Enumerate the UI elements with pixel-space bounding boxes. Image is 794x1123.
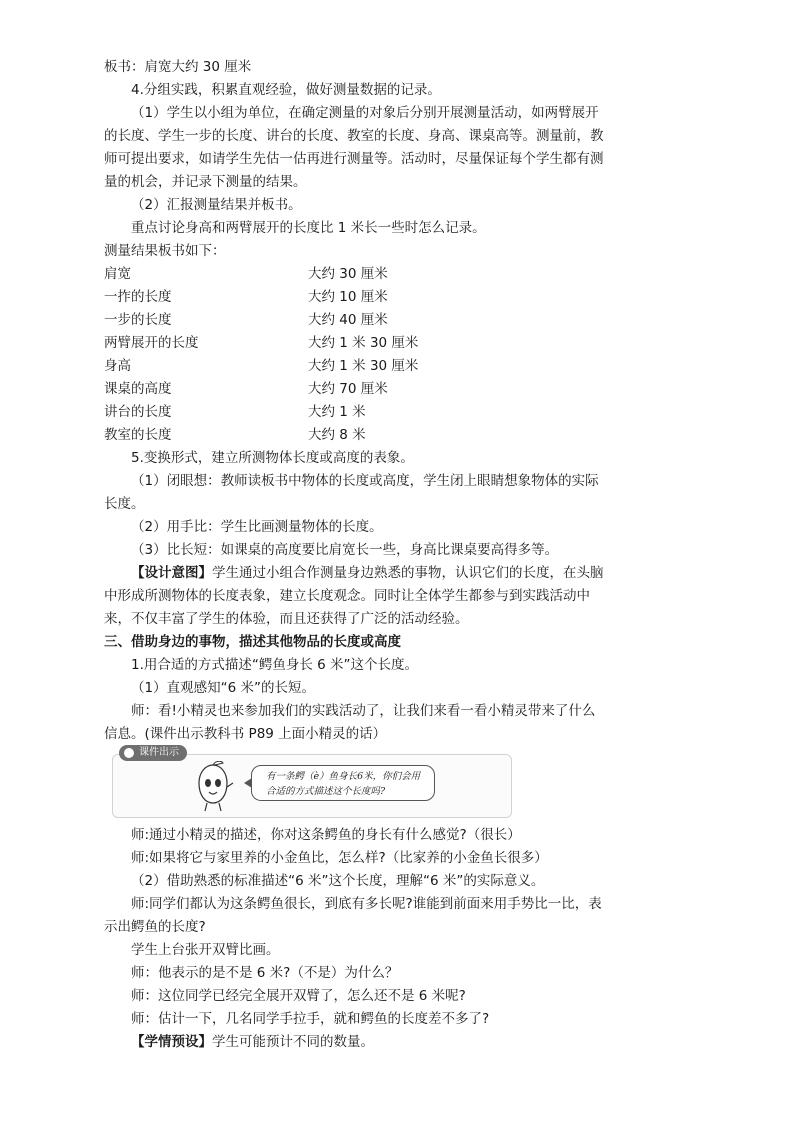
table-row	[104, 263, 418, 286]
step-5-part-2: （2）用手比：学生比画测量物体的长度。	[131, 519, 383, 535]
teacher-line-5: 师：他表示的是不是 6 米?（不是）为什么？	[131, 965, 399, 981]
result-item: 一步的长度	[104, 312, 172, 328]
result-value: 大约 1 米	[308, 404, 366, 420]
tab-dot-icon	[124, 748, 134, 758]
step-5-part-1: （1）闭眼想：教师读板书中物体的长度或高度，学生闭上眼睛想象物体的实际长度。	[104, 473, 599, 512]
activity-1-part-2: （2）借助熟悉的标准描述“6 米”这个长度，理解“6 米”的实际意义。	[131, 873, 545, 889]
step-4-part-1: （1）学生以小组为单位，在确定测量的对象后分别开展测量活动，如两臂展开的长度、学生一步的长度、讲台的长度、教室的长度、身高、课桌高等。测量前，教师可提出要求，如请学生先估一估再进行测量等。活动时，尽量保证每个学生都有测量的机会，并记录下测量的结果。	[104, 105, 604, 190]
design-intent-label: 【设计意图】	[131, 565, 212, 581]
result-item: 课桌的高度	[104, 381, 172, 397]
design-intent	[104, 562, 606, 631]
table-row	[104, 378, 418, 401]
table-row	[104, 355, 418, 378]
result-item: 讲台的长度	[104, 404, 172, 420]
step-4-heading: 4.分组实践，积累直观经验，做好测量数据的记录。	[131, 82, 441, 98]
teacher-line-3: 师:如果将它与家里养的小金鱼比，怎么样?（比家养的小金鱼长很多）	[131, 850, 548, 866]
result-item: 身高	[104, 358, 131, 374]
results-table	[104, 263, 418, 447]
result-value: 大约 1 米 30 厘米	[308, 358, 419, 374]
table-row	[104, 309, 418, 332]
design-intent-text: 学生通过小组合作测量身边熟悉的事物，认识它们的长度，在头脑中形成所测物体的长度表象，建立长度观念。同时让全体学生都参与到实践活动中来，不仅丰富了学生的体验，而且还获得了广泛的活动经验。	[104, 565, 604, 627]
table-row	[104, 424, 418, 447]
result-item: 教室的长度	[104, 427, 172, 443]
result-item: 肩宽	[104, 266, 131, 282]
result-item: 一拃的长度	[104, 289, 172, 305]
teacher-line-2: 师:通过小精灵的描述，你对这条鳄鱼的身长有什么感觉?（很长）	[131, 827, 521, 843]
courseware-tab-label: 课件出示	[139, 747, 179, 758]
discussion-focus: 重点讨论身高和两臂展开的长度比 1 米长一些时怎么记录。	[131, 220, 486, 236]
student-action: 学生上台张开双臂比画。	[131, 942, 280, 958]
step-4-part-2: （2）汇报测量结果并板书。	[131, 197, 302, 213]
learning-prediction-text: 学生可能预计不同的数量。	[212, 1034, 374, 1050]
result-value: 大约 40 厘米	[308, 312, 388, 328]
step-5-heading: 5.变换形式，建立所测物体长度或高度的表象。	[131, 450, 414, 466]
courseware-callout	[112, 747, 512, 818]
speech-bubble: 有一条鳄（è）鱼身长6米，你们会用合适的方式描述这个长度吗?	[251, 765, 435, 801]
teacher-line-4: 师:同学们都认为这条鳄鱼很长，到底有多长呢?谁能到前面来用手势比一比，表示出鳄鱼的长度?	[104, 896, 602, 935]
teacher-line-1: 师：看!小精灵也来参加我们的实践活动了，让我们来看一看小精灵带来了什么信息。(课件出示教科书 P89 上面小精灵的话）	[104, 703, 596, 742]
results-intro: 测量结果板书如下：	[104, 243, 226, 259]
learning-prediction	[104, 1031, 606, 1054]
table-row	[104, 286, 418, 309]
activity-1-heading: 1.用合适的方式描述“鳄鱼身长 6 米”这个长度。	[131, 657, 419, 673]
result-value: 大约 1 米 30 厘米	[308, 335, 419, 351]
board-note: 板书：肩宽大约 30 厘米	[104, 59, 252, 75]
table-row	[104, 332, 418, 355]
document-body	[104, 56, 606, 1054]
result-value: 大约 8 米	[308, 427, 366, 443]
section-3-heading: 三、借助身边的事物，描述其他物品的长度或高度	[104, 634, 401, 650]
activity-1-part-1: （1）直观感知“6 米”的长短。	[131, 680, 315, 696]
result-value: 大约 30 厘米	[308, 266, 388, 282]
result-item: 两臂展开的长度	[104, 335, 199, 351]
teacher-line-7: 师：估计一下，几名同学手拉手，就和鳄鱼的长度差不多了?	[131, 1011, 490, 1027]
mascot-sprite-icon	[191, 761, 235, 815]
courseware-tab	[119, 745, 187, 761]
learning-prediction-label: 【学情预设】	[131, 1034, 212, 1050]
result-value: 大约 10 厘米	[308, 289, 388, 305]
table-row	[104, 401, 418, 424]
result-value: 大约 70 厘米	[308, 381, 388, 397]
step-5-part-3: （3）比长短：如课桌的高度要比肩宽长一些，身高比课桌要高得多等。	[131, 542, 559, 558]
teacher-line-6: 师：这位同学已经完全展开双臂了，怎么还不是 6 米呢?	[131, 988, 466, 1004]
